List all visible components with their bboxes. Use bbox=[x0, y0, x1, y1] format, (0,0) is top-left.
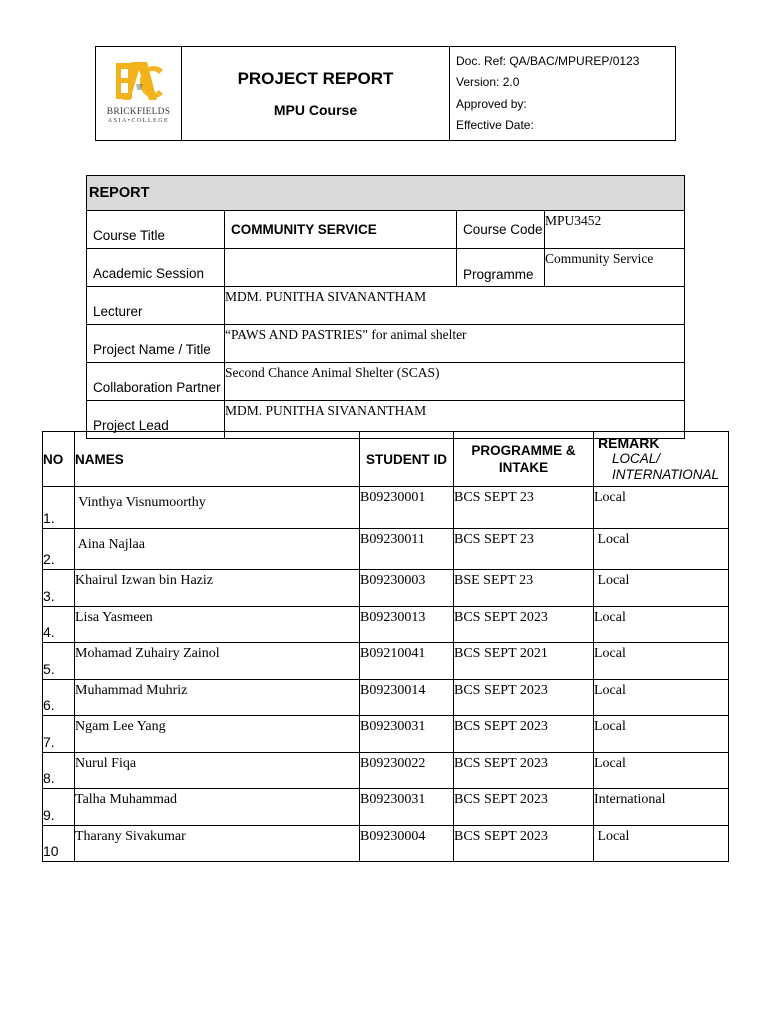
table-row bbox=[43, 570, 729, 607]
doc-version: Version: 2.0 bbox=[456, 75, 520, 89]
project-lead-value: MDM. PUNITHA SIVANANTHAM bbox=[225, 401, 685, 439]
row-name: Ngam Lee Yang bbox=[75, 716, 360, 753]
row-student-id: B09230031 bbox=[360, 789, 454, 826]
report-details-table bbox=[86, 175, 685, 439]
row-no: 8. bbox=[43, 752, 75, 789]
programme-label: Programme bbox=[457, 249, 545, 287]
row-programme: BCS SEPT 2023 bbox=[454, 752, 594, 789]
report-heading: REPORT bbox=[87, 176, 685, 211]
header-programme bbox=[454, 432, 594, 487]
row-no: 9. bbox=[43, 789, 75, 826]
row-name: Tharany Sivakumar bbox=[75, 825, 360, 862]
table-row bbox=[43, 528, 729, 570]
course-code-label: Course Code bbox=[457, 211, 545, 249]
academic-session-value bbox=[225, 249, 457, 287]
doc-meta-cell bbox=[450, 47, 676, 141]
row-no: 1. bbox=[43, 487, 75, 529]
table-row bbox=[43, 606, 729, 643]
row-remark: Local bbox=[594, 528, 729, 570]
header-programme-line1: PROGRAMME & bbox=[471, 443, 576, 458]
row-remark: Local bbox=[594, 752, 729, 789]
programme-value: Community Service bbox=[545, 249, 685, 287]
project-lead-label: Project Lead bbox=[87, 401, 225, 439]
row-remark: Local bbox=[594, 643, 729, 680]
header-remark-title: REMARK bbox=[598, 435, 660, 451]
title-cell bbox=[182, 47, 450, 141]
row-programme: BCS SEPT 23 bbox=[454, 528, 594, 570]
logo-text-line2: ASIA•COLLEGE bbox=[107, 118, 170, 124]
row-student-id: B09210041 bbox=[360, 643, 454, 680]
header-names: NAMES bbox=[75, 432, 360, 487]
table-row bbox=[43, 825, 729, 862]
header-no: NO bbox=[43, 432, 75, 487]
table-row bbox=[43, 752, 729, 789]
row-no: 10 bbox=[43, 825, 75, 862]
collaboration-partner-value: Second Chance Animal Shelter (SCAS) bbox=[225, 363, 685, 401]
academic-session-label: Academic Session bbox=[87, 249, 225, 287]
row-student-id: B09230003 bbox=[360, 570, 454, 607]
row-remark: Local bbox=[594, 825, 729, 862]
row-no: 2. bbox=[43, 528, 75, 570]
row-student-id: B09230031 bbox=[360, 716, 454, 753]
college-logo bbox=[107, 60, 170, 125]
row-name: Vinthya Visnumoorthy bbox=[75, 487, 360, 529]
row-name: Mohamad Zuhairy Zainol bbox=[75, 643, 360, 680]
logo-text-line1: BRICKFIELDS bbox=[106, 107, 171, 117]
approved-by: Approved by: bbox=[456, 96, 527, 111]
row-remark: Local bbox=[594, 487, 729, 529]
row-remark: Local bbox=[594, 716, 729, 753]
report-subtitle: MPU Course bbox=[273, 102, 358, 118]
row-remark: Local bbox=[594, 606, 729, 643]
row-no: 5. bbox=[43, 643, 75, 680]
row-programme: BSE SEPT 23 bbox=[454, 570, 594, 607]
row-name: Talha Muhammad bbox=[75, 789, 360, 826]
row-programme: BCS SEPT 2023 bbox=[454, 789, 594, 826]
row-no: 4. bbox=[43, 606, 75, 643]
row-programme: BCS SEPT 2023 bbox=[454, 679, 594, 716]
doc-ref: Doc. Ref: QA/BAC/MPUREP/0123 bbox=[456, 53, 640, 68]
table-row bbox=[43, 789, 729, 826]
effective-date: Effective Date: bbox=[456, 118, 534, 132]
header-remark-sub1: LOCAL/ bbox=[612, 451, 661, 466]
row-name: Muhammad Muhriz bbox=[75, 679, 360, 716]
students-table bbox=[42, 431, 729, 862]
row-programme: BCS SEPT 2023 bbox=[454, 716, 594, 753]
row-programme: BCS SEPT 2023 bbox=[454, 606, 594, 643]
row-remark: Local bbox=[594, 570, 729, 607]
header-remark-sub2: INTERNATIONAL bbox=[612, 467, 720, 482]
row-remark: International bbox=[594, 789, 729, 826]
row-student-id: B09230013 bbox=[360, 606, 454, 643]
table-row bbox=[43, 679, 729, 716]
header-programme-line2: INTAKE bbox=[498, 460, 549, 475]
logo-cell bbox=[96, 47, 182, 141]
project-name-value: “PAWS AND PASTRIES" for animal shelter bbox=[225, 325, 685, 363]
row-student-id: B09230004 bbox=[360, 825, 454, 862]
row-name: Khairul Izwan bin Haziz bbox=[75, 570, 360, 607]
row-student-id: B09230001 bbox=[360, 487, 454, 529]
row-name: Lisa Yasmeen bbox=[75, 606, 360, 643]
header-remark bbox=[594, 432, 729, 487]
row-programme: BCS SEPT 2021 bbox=[454, 643, 594, 680]
row-programme: BCS SEPT 23 bbox=[454, 487, 594, 529]
course-title-label: Course Title bbox=[87, 211, 225, 249]
project-name-label: Project Name / Title bbox=[87, 325, 225, 363]
row-no: 7. bbox=[43, 716, 75, 753]
course-code-value: MPU3452 bbox=[545, 211, 685, 249]
lecturer-label: Lecturer bbox=[87, 287, 225, 325]
document-header bbox=[95, 46, 676, 141]
header-student-id: STUDENT ID bbox=[360, 432, 454, 487]
lecturer-value: MDM. PUNITHA SIVANANTHAM bbox=[225, 287, 685, 325]
row-no: 3. bbox=[43, 570, 75, 607]
report-title: PROJECT REPORT bbox=[237, 69, 394, 88]
table-row bbox=[43, 643, 729, 680]
row-programme: BCS SEPT 2023 bbox=[454, 825, 594, 862]
bac-logo-icon bbox=[113, 60, 165, 102]
course-title-value: COMMUNITY SERVICE bbox=[225, 211, 457, 249]
table-row bbox=[43, 716, 729, 753]
row-remark: Local bbox=[594, 679, 729, 716]
row-student-id: B09230022 bbox=[360, 752, 454, 789]
row-student-id: B09230011 bbox=[360, 528, 454, 570]
row-student-id: B09230014 bbox=[360, 679, 454, 716]
table-row bbox=[43, 487, 729, 529]
row-name: Aina Najlaa bbox=[75, 528, 360, 570]
row-no: 6. bbox=[43, 679, 75, 716]
row-name: Nurul Fiqa bbox=[75, 752, 360, 789]
students-header-row bbox=[43, 432, 729, 487]
collaboration-partner-label: Collaboration Partner bbox=[87, 363, 225, 401]
